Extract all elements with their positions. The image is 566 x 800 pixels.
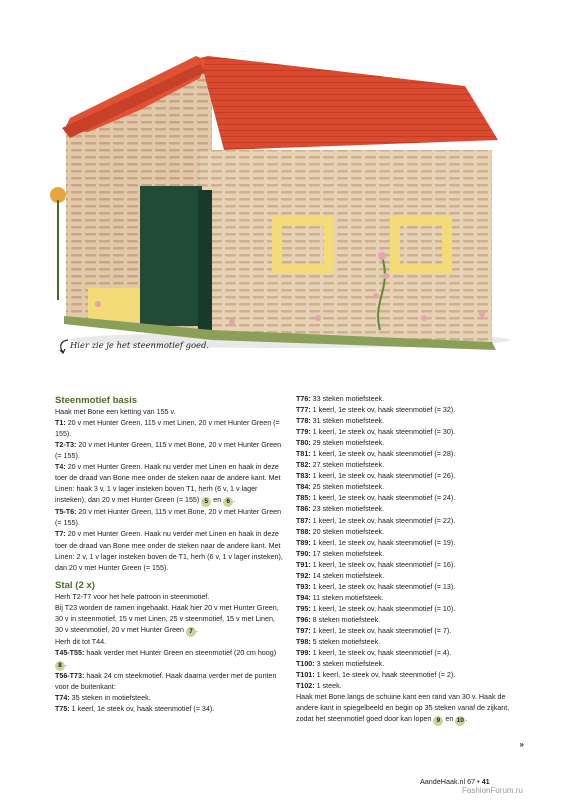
- row-text: 1 keerl, 1e steek ov, haak steenmotief (= 34).: [69, 705, 215, 714]
- row-label: T86:: [296, 505, 311, 514]
- row-text: 1 keerl, 1e steek ov, haak steenmotief (= 2).: [314, 671, 456, 680]
- row-label: T95:: [296, 604, 311, 613]
- row-text: 1 keerl, 1e steek ov, haak steenmotief (= 28).: [310, 450, 456, 459]
- row-label: T83:: [296, 472, 311, 481]
- instruction-row: [296, 659, 528, 670]
- row-label: T85:: [296, 494, 311, 503]
- row-tail: .: [233, 496, 236, 505]
- row-label: T92:: [296, 571, 311, 580]
- instruction-row: [55, 704, 283, 715]
- row-label: T102:: [296, 682, 315, 691]
- instruction-row: [296, 560, 528, 571]
- page-footer: [420, 777, 490, 786]
- photo-caption: [70, 340, 230, 351]
- house-photo: [0, 0, 566, 372]
- row-label: T99:: [296, 649, 311, 658]
- curved-arrow-icon: [58, 339, 70, 355]
- footer-site: AandeHaak.nl: [420, 777, 466, 786]
- instruction-row: [296, 493, 528, 504]
- row-text: Bij T23 worden de ramen ingehaakt. Haak hier 20 v met Hunter Green, 30 v in steenmotief, 15 v met Linen, 25 v steenmotief, 15 v met Linen, 30 v steenmotief, 20 v met Hunter Green: [55, 603, 279, 634]
- instruction-row: Haak met Bone langs de schuine kant een rand van 30 v. Haak de andere kant in spiegelbeeld en begin op 35 steken vanaf de zijkant, zodat het steenmotief goed door kan lopen 9 en 10.: [296, 693, 510, 725]
- row-tail: .: [465, 715, 468, 724]
- row-label: T91:: [296, 560, 311, 569]
- row-label: T81:: [296, 450, 311, 459]
- row-label: T80:: [296, 439, 311, 448]
- footer-page-number: 41: [481, 777, 490, 786]
- instruction-row: [296, 438, 528, 449]
- row-text: 1 keerl, 1e steek ov, haak steenmotief (= 22).: [310, 516, 456, 525]
- watermark: FashionForum.ru: [462, 786, 523, 795]
- row-text: 25 steken motiefsteek.: [310, 483, 385, 492]
- instruction-row: [55, 529, 283, 573]
- section-heading-steenmotief: Steenmotief basis: [55, 395, 138, 406]
- row-label: T94:: [296, 593, 311, 602]
- row-text: 20 v met Hunter Green, 115 v met Bone, 20 v met Hunter Green (= 155).: [55, 508, 282, 528]
- row-label: T45-T55:: [55, 648, 85, 657]
- row-text: 1 keerl, 1e steek ov, haak steenmotief (= 30).: [310, 428, 456, 437]
- instruction-row: [296, 482, 528, 493]
- row-text: 20 v met Hunter Green, 115 v met Linen, 20 v met Hunter Green (= 155).: [55, 419, 280, 439]
- row-text: 1 keerl, 1e steek ov, haak steenmotief (= 10).: [310, 604, 456, 613]
- instruction-row: [55, 671, 283, 693]
- instruction-row: [55, 440, 283, 462]
- row-tail: .: [65, 659, 67, 668]
- row-label: T4:: [55, 463, 66, 472]
- photo-step-badge: 10: [456, 717, 464, 725]
- instruction-row: [296, 626, 528, 637]
- instruction-row: [296, 449, 528, 460]
- row-label: T75:: [55, 705, 70, 714]
- instruction-row: [296, 637, 528, 648]
- row-text: 17 steken motiefsteek.: [310, 549, 385, 558]
- instruction-row: [55, 637, 283, 648]
- row-label: T98:: [296, 638, 311, 647]
- row-label: T101:: [296, 671, 315, 680]
- row-label: T88:: [296, 527, 311, 536]
- instruction-row: [296, 582, 528, 593]
- row-text: 20 v met Hunter Green. Haak nu verder met Linen en haak in deze toer de draad van Bone mee onder de steken naar de andere kant. Met Linen: haak 3 v, 1 v lager insteken boven T1, herh (6 v, 1 v lager insteken), dan 20 v met Hunter Green (= 155): [55, 463, 281, 505]
- stal-rows: [55, 592, 283, 715]
- instruction-row: [296, 681, 528, 692]
- row-text: 20 v met Hunter Green. Haak nu verder met Linen en haak in deze toer de draad van Bone mee onder de steken naar de andere kant. Met Linen: 2 v, 1 v lager insteken boven de T1, herh (6 v, 1 v lager insteken), dan 20 v met Hunter Green (= 155).: [55, 530, 283, 572]
- instruction-row: [296, 571, 528, 582]
- row-text: 1 keerl, 1e steek ov, haak steenmotief (= 24).: [310, 494, 456, 503]
- row-label: T78:: [296, 417, 311, 426]
- instruction-row: [296, 549, 528, 560]
- photo-step-badge: 6: [223, 497, 233, 507]
- row-text: 1 keerl, 1e steek ov, haak steenmotief (= 16).: [310, 560, 456, 569]
- row-text: 3 steken motiefsteek.: [314, 660, 385, 669]
- instruction-row: [55, 648, 283, 671]
- instruction-row: [55, 418, 283, 440]
- row-text: Haak met Bone langs de schuine kant een rand van 30 v. Haak de andere kant in spiegelbeeld en begin op 35 steken vanaf de zijkant, zodat het steenmotief goed door kan lopen: [296, 693, 510, 724]
- row-label: T2-T3:: [55, 441, 77, 450]
- instruction-row: [296, 516, 528, 527]
- row-text: 1 keerl, 1e steek ov, haak steenmotief (= 13).: [310, 582, 456, 591]
- row-text: 14 steken motiefsteek.: [310, 571, 385, 580]
- footer-bullet: •: [477, 777, 480, 786]
- row-label: T82:: [296, 461, 311, 470]
- row-text: 11 steken motiefsteek.: [310, 593, 384, 602]
- caption-text: Hier zie je het steenmotief goed.: [70, 340, 210, 350]
- instruction-row: [296, 394, 528, 405]
- row-label: T90:: [296, 549, 311, 558]
- row-label: T7:: [55, 530, 66, 539]
- row-text: 33 steken motiefsteek.: [310, 395, 385, 403]
- instruction-row: [296, 527, 528, 538]
- row-label: T5-T6:: [55, 508, 77, 517]
- row-text: 1 keerl, 1e steek ov, haak steenmotief (= 4).: [310, 649, 452, 658]
- row-text: Herh T2-T7 voor het hele patroon in steenmotief.: [55, 592, 210, 601]
- row-text: 1 keerl, 1e steek ov, haak steenmotief (= 26).: [310, 472, 456, 481]
- photo-step-badge: 8: [55, 661, 65, 671]
- row-label: T84:: [296, 483, 311, 492]
- photo-step-badge: 7: [186, 627, 196, 637]
- instruction-row: [296, 471, 528, 482]
- section-heading-stal: Stal (2 x): [55, 579, 95, 591]
- continue-marker: »: [519, 740, 524, 749]
- row-text: 20 steken motiefsteek.: [310, 527, 385, 536]
- instruction-row: [55, 693, 283, 704]
- instruction-row: [296, 615, 528, 626]
- row-label: T79:: [296, 428, 311, 437]
- row-label: T1:: [55, 419, 66, 428]
- photo-step-badge: 5: [201, 497, 211, 507]
- instruction-row: T4: 20 v met Hunter Green. Haak nu verder met Linen en haak in deze toer de draad van Bone mee onder de steken naar de andere kant. Met Linen: haak 3 v, 1 v lager insteken boven T1, herh (6 v, 1 v lager insteken), dan 20 v met Hunter Green (= 155) 5 en 6 .: [55, 463, 281, 506]
- instruction-row: [296, 504, 528, 515]
- footer-issue: 67: [467, 777, 476, 786]
- row-text: haak 24 cm steekmotief. Haak daarna verder met de punten voor de buitenkant:: [55, 671, 277, 691]
- instruction-row: [55, 507, 283, 529]
- row-text: 1 steek.: [314, 682, 342, 691]
- instruction-row: [296, 405, 528, 416]
- row-text: 1 keerl, 1e steek ov, haak steenmotief (= 19).: [310, 538, 456, 547]
- row-text: 29 steken motiefsteek.: [310, 439, 385, 448]
- steenmotief-rows: [55, 418, 283, 574]
- row-text: 1 keerl, 1e steek ov, haak steenmotief (= 7).: [310, 626, 452, 635]
- row-text: 23 steken motiefsteek.: [310, 505, 385, 514]
- row-label: T100:: [296, 660, 315, 669]
- row-text: 5 steken motiefsteek.: [310, 638, 381, 647]
- row-label: T56-T73:: [55, 671, 85, 680]
- row-label: T76:: [296, 395, 311, 403]
- instruction-row: [55, 603, 283, 637]
- instruction-row: [296, 460, 528, 471]
- row-label: T96:: [296, 615, 311, 624]
- row-text: Herh dit tot T44.: [55, 637, 107, 646]
- row-text: 31 steken motiefsteek.: [310, 417, 385, 426]
- row-text: haak verder met Hunter Green en steenmotief (20 cm hoog): [84, 648, 277, 657]
- row-tail: .: [195, 625, 198, 634]
- right-column: [296, 394, 528, 726]
- decrease-rows: [296, 394, 528, 726]
- row-text: 27 steken motiefsteek.: [310, 461, 385, 470]
- row-label: T97:: [296, 626, 311, 635]
- instruction-row: [296, 427, 528, 438]
- row-label: T74:: [55, 693, 70, 702]
- row-label: T77:: [296, 406, 311, 415]
- instruction-row: [296, 648, 528, 659]
- instruction-row: [296, 670, 528, 681]
- row-text: 1 keerl, 1e steek ov, haak steenmotief (= 32).: [310, 406, 456, 415]
- row-label: T89:: [296, 538, 311, 547]
- instruction-row: [296, 593, 528, 604]
- row-text: 35 steken in motiefsteek.: [69, 693, 151, 702]
- row-text: 8 steken motiefsteek.: [310, 615, 381, 624]
- left-column: [55, 394, 283, 715]
- instruction-row: [296, 604, 528, 615]
- photo-step-badge: 9: [433, 716, 443, 726]
- row-label: T87:: [296, 516, 311, 525]
- row-text: 20 v met Hunter Green, 115 v met Bone, 20 v met Hunter Green (= 155).: [55, 441, 282, 461]
- instruction-row: [296, 416, 528, 427]
- instruction-row: [55, 592, 283, 603]
- row-label: T93:: [296, 582, 311, 591]
- instruction-row: [296, 538, 528, 549]
- intro-text: Haak met Bone een ketting van 155 v.: [55, 408, 176, 416]
